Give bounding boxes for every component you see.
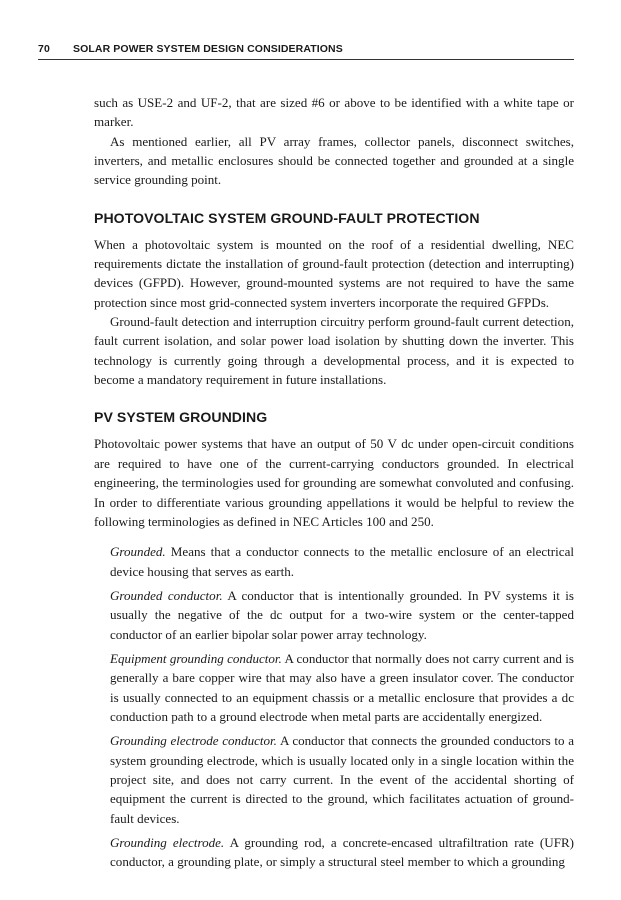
definition-item (110, 833, 574, 872)
definition-list (94, 542, 574, 872)
page-number: 70 (38, 43, 50, 55)
intro-paragraph-1: such as USE-2 and UF-2, that are sized #6 or above to be identified with a white tape or marker. (94, 95, 574, 130)
definition-term: Equipment grounding conductor. (110, 650, 282, 666)
definition-text: A conductor that is intentionally grounded. In PV systems it is usually the negative of the dc output for a two-wire system or the center-tapped conductor of an earlier bipolar solar power array technology. (110, 587, 574, 642)
grounding-paragraph: Photovoltaic power systems that have an output of 50 V dc under open-circuit conditions are required to have one of the current-carrying conductors grounded. In electrical engineering, the terminologies used for grounding are somewhat convoluted and confusing. In order to differentiate various grounding appellations it would be helpful to review the following terminologies as defined in NEC Articles 100 and 250. (94, 436, 574, 529)
definition-item (110, 542, 574, 581)
definition-term: Grounded conductor. (110, 587, 223, 603)
heading-pv-system-grounding: PV SYSTEM GROUNDING (94, 409, 268, 426)
definition-item (110, 731, 574, 828)
definition-term: Grounding electrode. (110, 835, 225, 850)
heading-ground-fault-protection: PHOTOVOLTAIC SYSTEM GROUND-FAULT PROTECTION (94, 209, 480, 226)
definition-text: A conductor that normally does not carry current and is generally a bare copper wire that may also have a green insulator cover. The conductor is usually connected to an equipment chassis or a metallic enclosure that provides a dc conduction path to a ground electrode when metal parts are accidentally energized. (110, 650, 574, 724)
ground-fault-paragraph-1: When a photovoltaic system is mounted on the roof of a residential dwelling, NEC requirements dictate the installation of ground-fault protection (detection and interrupting) devices (GFPD). However, ground-mounted systems are not required to have the same protection since most grid-connected system inverters incorporate the required GFPDs. (94, 236, 574, 310)
ground-fault-paragraph-2: Ground-fault detection and interruption circuitry perform ground-fault current detection, fault current isolation, and solar power load isolation by shutting down the inverter. This technology is currently going through a developmental process, and it is expected to become a mandatory requirement in future installations. (94, 314, 574, 388)
definition-item (110, 586, 574, 644)
page-body (94, 93, 574, 877)
intro-paragraph-2: As mentioned earlier, all PV array frames, collector panels, disconnect switches, inverters, and metallic enclosures should be connected together and grounded at a single service grounding point. (94, 133, 574, 188)
definition-term: Grounded. (110, 544, 166, 560)
running-head (38, 43, 574, 55)
header-rule (38, 59, 574, 60)
definition-term: Grounding electrode conductor. (110, 733, 277, 749)
definition-text: A grounding rod, a concrete-encased ultrafiltration rate (UFR) conductor, a grounding plate, or simply a structural steel member to which a grounding (110, 835, 575, 870)
running-head-title: SOLAR POWER SYSTEM DESIGN CONSIDERATIONS (73, 43, 343, 55)
definition-text: A conductor that connects the grounded conductors to a system grounding electrode, which is usually located only in a single location within the project site, and does not carry current. In the event of the accidental shorting of equipment the current is directed to the ground, which facilitates actuation of ground-fault devices. (110, 733, 574, 826)
definition-text: Means that a conductor connects to the metallic enclosure of an electrical device housing that serves as earth. (110, 544, 574, 579)
definition-item (110, 649, 574, 726)
